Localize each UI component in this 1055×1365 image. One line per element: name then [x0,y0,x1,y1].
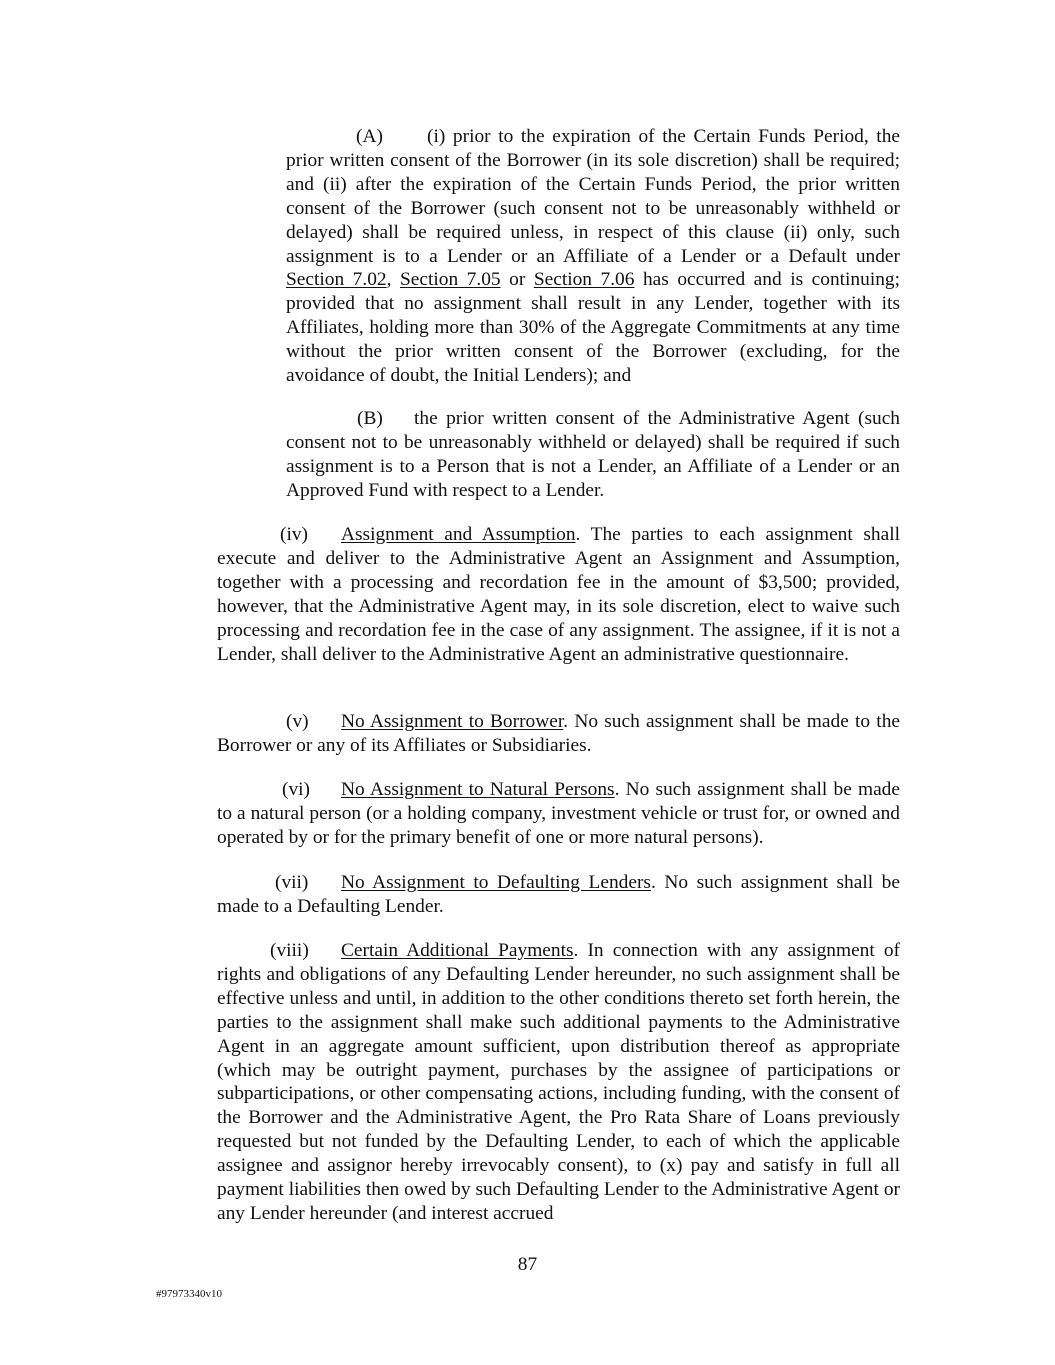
clause-vi-heading: No Assignment to Natural Persons [341,779,615,800]
clause-b-label: (B) [357,408,383,429]
clause-v-text: . No such assignment shall be made to the Borrower or any of its Affiliates or Subsidiaries. [217,711,900,756]
clause-iv-label: (iv) [280,524,308,545]
clause-b [286,407,900,503]
clause-v-label: (v) [286,711,309,732]
clause-vi [217,778,900,850]
section-7-02-reference: Section 7.02 [286,269,387,291]
clause-viii-text: . In connection with any assignment of rights and obligations of any Defaulting Lender hereunder, no such assignment shall be effective unless and until, in addition to the other conditions thereto set forth herein, the parties to the assignment shall make such additional payments to the Administrative Agent in an aggregate amount sufficient, upon distribution thereof as appropriate (which may be outright payment, purchases by the assignee of participations or subparticipations, or other compensating actions, including funding, with the consent of the Borrower and the Administrative Agent, the Pro Rata Share of Loans previously requested but not funded by the Defaulting Lender, to each of which the applicable assignee and assignor hereby irrevocably consent), to (x) pay and satisfy in full all payment liabilities then owed by such Defaulting Lender to the Administrative Agent or any Lender hereunder (and interest accrued [217,940,901,1224]
clause-vii-label: (vii) [275,872,309,893]
section-7-06-reference: Section 7.06 [533,269,635,291]
clause-v [217,710,900,758]
clause-iv [217,523,900,666]
section-7-05-reference: Section 7.05 [400,269,501,291]
clause-a-text-2: has occurred and is continuing; provided that no assignment shall result in any Lender, together with its Affiliates, holding more than 30% of the Aggregate Commitments at any time without the prior written consent of the Borrower (excluding, for the avoidance of doubt, the Initial Lenders); and [286,269,900,387]
clause-viii-heading: Certain Additional Payments [341,940,574,961]
clause-iv-heading: Assignment and Assumption [341,524,576,545]
separator-1: , [386,269,400,291]
clause-vii-text: . No such assignment shall be made to a Defaulting Lender. [217,872,900,917]
clause-b-text: the prior written consent of the Administrative Agent (such consent not to be unreasonably withheld or delayed) shall be required if such assignment is to a Person that is not a Lender, an Affiliate of a Lender or an Approved Fund with respect to a Lender. [286,408,900,501]
clause-v-heading: No Assignment to Borrower [341,711,564,732]
page-number: 87 [517,1254,538,1275]
clause-iv-text: . The parties to each assignment shall execute and deliver to the Administrative Agent an Assignment and Assumption, together with a processing and recordation fee in the amount of $3,500; provided, however, that the Administrative Agent may, in its sole discretion, elect to waive such processing and recordation fee in the case of any assignment. The assignee, if it is not a Lender, shall deliver to the Administrative Agent an administrative questionnaire. [217,524,900,665]
clause-vii-heading: No Assignment to Defaulting Lenders [341,872,651,893]
separator-2: or [500,269,534,291]
clause-viii-label: (viii) [270,940,309,961]
clause-a-label: (A) [356,126,383,147]
clause-vi-label: (vi) [282,779,310,800]
document-id: #97973340v10 [156,1288,222,1300]
clause-a-text-1: (i) prior to the expiration of the Certain Funds Period, the prior written consent of the Borrower (in its sole discretion) shall be required; and (ii) after the expiration of the Certain Funds Period, the prior written consent of the Borrower (such consent not to be unreasonably withheld or delayed) shall be required unless, in respect of this clause (ii) only, such assignment is to a Lender or an Affiliate of a Lender or a Default under [286,126,900,267]
clause-viii [217,939,900,1226]
clause-vi-text: . No such assignment shall be made to a natural person (or a holding company, investment vehicle or trust for, or owned and operated by or for the primary benefit of one or more natural persons). [217,779,900,848]
clause-vii [217,871,900,919]
clause-a [286,125,900,388]
